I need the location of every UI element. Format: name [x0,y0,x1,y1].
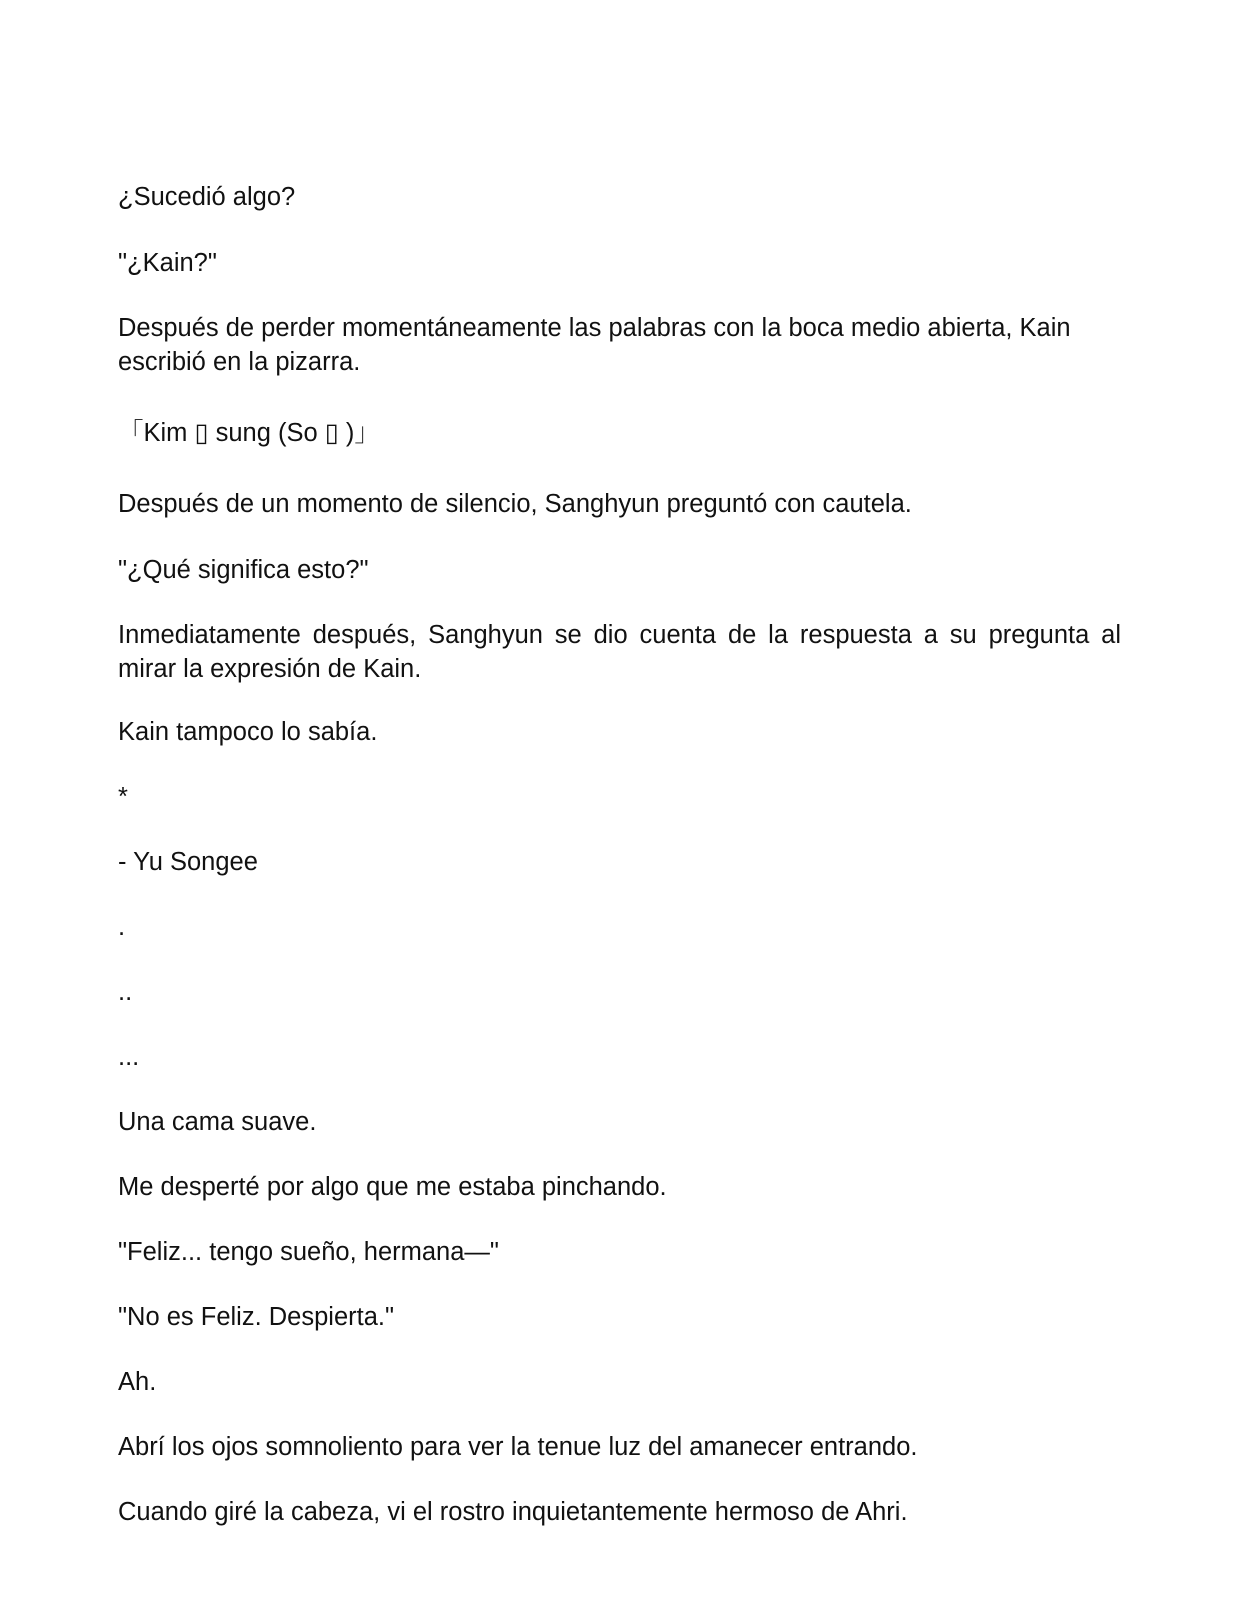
paragraph: "¿Qué significa esto?" [118,556,369,584]
paragraph: .. [118,978,133,1006]
paragraph: Kain tampoco lo sabía. [118,718,378,746]
paragraph: "No es Feliz. Despierta." [118,1303,395,1331]
paragraph: ... [118,1043,140,1071]
paragraph: - Yu Songee [118,848,258,876]
paragraph: ¿Sucedió algo? [118,183,296,211]
paragraph: "Feliz... tengo sueño, hermana—" [118,1238,499,1266]
paragraph: * [118,783,128,811]
paragraph: . [118,913,126,941]
paragraph: Cuando giré la cabeza, vi el rostro inquietantemente hermoso de Ahri. [118,1498,908,1526]
paragraph: 「Kim ▯ sung (So ▯ )」 [118,419,380,447]
paragraph: Abrí los ojos somnoliento para ver la tenue luz del amanecer entrando. [118,1433,918,1461]
paragraph: Después de un momento de silencio, Sanghyun preguntó con cautela. [118,490,912,518]
paragraph: Inmediatamente después, Sanghyun se dio cuenta de la respuesta a su pregunta al mirar la expresión de Kain. [118,621,1121,683]
paragraph: Después de perder momentáneamente las palabras con la boca medio abierta, Kain escribió en la pizarra. [118,314,1071,376]
paragraph: Ah. [118,1368,157,1396]
paragraph: Me desperté por algo que me estaba pinchando. [118,1173,667,1201]
paragraph: "¿Kain?" [118,249,217,277]
paragraph: Una cama suave. [118,1108,317,1136]
